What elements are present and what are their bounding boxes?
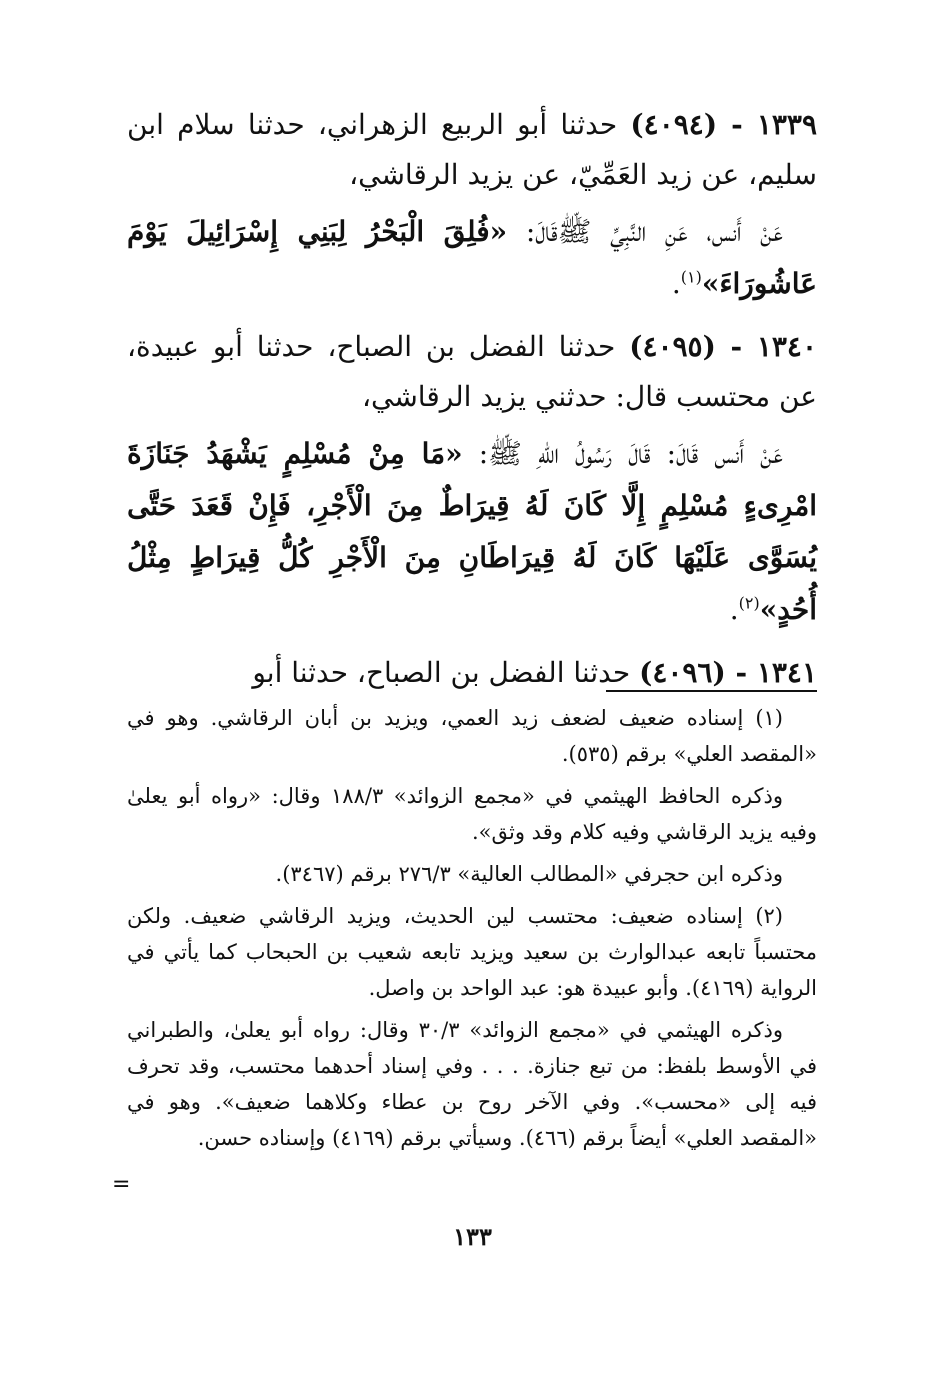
matn-ending: .: [729, 593, 739, 626]
hadith-entry-1339: [127, 100, 817, 310]
isnad-text: حدثنا الفضل بن الصباح، حدثنا أبو: [252, 656, 640, 689]
isnad-paragraph: [127, 322, 817, 422]
footnote-1: (١) إسناده ضعيف لضعف زيد العمي، ويزيد بن أبان الرقاشي. وهو في «المقصد العلي» برقم (٥٣٥).: [127, 706, 817, 766]
footnote-1-continuation: وذكره ابن حجرفي «المطالب العالية» ٢٧٦/٣ برقم (٣٤٦٧).: [275, 862, 783, 886]
hadith-text: «فُلِقَ الْبَحْرُ لِبَنِي إِسْرَائِيلَ يَوْمَ عَاشُورَاءَ»: [127, 215, 817, 300]
isnad-text: حدثنا الفضل بن الصباح، حدثنا أبو عبيدة، عن محتسب قال: حدثني يزيد الرقاشي،: [127, 330, 817, 413]
matn-intro: عَنْ أَنس قَالَ: قَالَ رَسُولُ اللهِ ﷺ:: [462, 437, 783, 470]
isnad-text: حدثنا أبو الربيع الزهراني، حدثنا سلام ابن سليم، عن زيد العَمِّيّ، عن يزيد الرقاشي،: [127, 108, 817, 191]
hadith-entry-1340: [127, 322, 817, 636]
footnotes: [127, 700, 817, 1162]
hadith-number: ١٣٣٩ - (٤٠٩٤): [630, 108, 817, 141]
isnad-paragraph: [127, 100, 817, 200]
footnote-ref[interactable]: (٢): [738, 593, 760, 613]
hadith-text: «مَا مِنْ مُسْلِمٍ يَشْهَدُ جَنَازَةَ امْرِىءٍ مُسْلِمٍ إِلَّا كَانَ لَهُ قِيرَاطٌ مِنَ الْأَجْرِ، فَإِنْ قَعَدَ حَتَّى يُسَوَّى عَلَيْهَا كَانَ لَهُ قِيرَاطَانِ مِنَ الْأَجْرِ كُلُّ قِيرَاطٍ مِثْلُ أُحُدٍ»: [127, 437, 817, 626]
footnote-1-continuation: وذكره الحافظ الهيثمي في «مجمع الزوائد» ١٨٨/٣ وقال: «رواه أبو يعلىٰ وفيه يزيد الرقاشي وفيه كلام وقد وثق».: [127, 784, 817, 844]
matn-paragraph: [127, 206, 817, 310]
footnote-ref[interactable]: (١): [680, 267, 702, 287]
footnote-separator: [606, 690, 817, 692]
page-number: ١٣٣: [453, 1222, 492, 1251]
hadith-number: ١٣٤١ - (٤٠٩٦): [639, 656, 817, 689]
hadith-number: ١٣٤٠ - (٤٠٩٥): [629, 330, 817, 363]
footnote-2-continuation: وذكره الهيثمي في «مجمع الزوائد» ٣٠/٣ وقال: رواه أبو يعلىٰ، والطبراني في الأوسط بلفظ: من تبع جنازة. . . . وفي إسناد أحدهما محتسب، وقد تحرف فيه إلى «محسب». وفي الآخر روح بن عطاء وكلاهما ضعيف». وهو في «المقصد العلي» أيضاً برقم (٤٦٦). وسيأتي برقم (٤١٦٩) وإسناده حسن.: [127, 1018, 817, 1150]
footnote-2: (٢) إسناده ضعيف: محتسب لين الحديث، ويزيد الرقاشي ضعيف. ولكن محتسباً تابعه عبدالوارث بن سعيد ويزيد تابعه شعيب بن الحبحاب كما يأتي في الرواية (٤١٦٩). وأبو عبيدة هو: عبد الواحد بن واصل.: [127, 904, 817, 1000]
main-text: [127, 100, 817, 710]
continuation-mark: =: [112, 1172, 131, 1197]
matn-intro: عَنْ أَنس، عَنِ النَّبِيِّ ﷺقَالَ:: [507, 215, 783, 248]
matn-paragraph: [127, 428, 817, 636]
matn-ending: .: [671, 267, 681, 300]
